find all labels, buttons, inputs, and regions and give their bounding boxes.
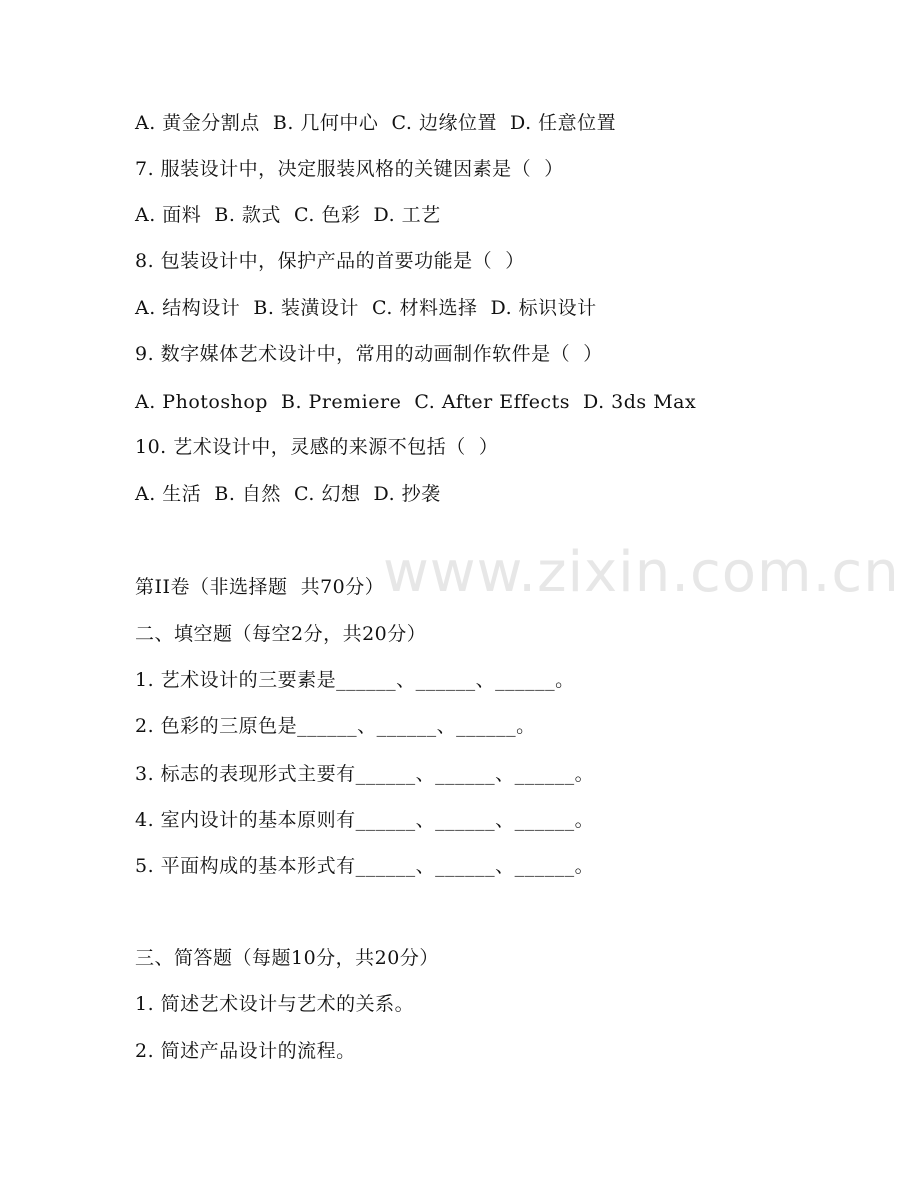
q7-stem: 7. 服装设计中，决定服装风格的关键因素是（ ） [135,158,564,180]
short-answer-2: 2. 简述产品设计的流程。 [135,1040,356,1062]
fill-blank-5: 5. 平面构成的基本形式有______、______、______。 [135,855,595,877]
watermark: www.zixin.com.cn [383,540,900,605]
fill-blank-1: 1. 艺术设计的三要素是______、______、______。 [135,669,575,691]
q10-options: A. 生活 B. 自然 C. 幻想 D. 抄袭 [135,483,441,505]
q9-options: A. Photoshop B. Premiere C. After Effects D. 3ds Max [135,391,697,413]
fill-blank-heading: 二、填空题（每空2分，共20分） [135,623,427,645]
q7-options: A. 面料 B. 款式 C. 色彩 D. 工艺 [135,204,441,226]
short-answer-heading: 三、简答题（每题10分，共20分） [135,947,439,969]
short-answer-1: 1. 简述艺术设计与艺术的关系。 [135,993,415,1015]
fill-blank-3: 3. 标志的表现形式主要有______、______、______。 [135,763,595,785]
q10-stem: 10. 艺术设计中，灵感的来源不包括（ ） [135,436,499,458]
q8-stem: 8. 包装设计中，保护产品的首要功能是（ ） [135,250,525,272]
fill-blank-2: 2. 色彩的三原色是______、______、______。 [135,715,536,737]
part2-heading: 第II卷（非选择题 共70分） [135,576,385,598]
q8-options: A. 结构设计 B. 装潢设计 C. 材料选择 D. 标识设计 [135,297,597,319]
q9-stem: 9. 数字媒体艺术设计中，常用的动画制作软件是（ ） [135,343,603,365]
q6-options: A. 黄金分割点 B. 几何中心 C. 边缘位置 D. 任意位置 [135,112,617,134]
fill-blank-4: 4. 室内设计的基本原则有______、______、______。 [135,809,595,831]
